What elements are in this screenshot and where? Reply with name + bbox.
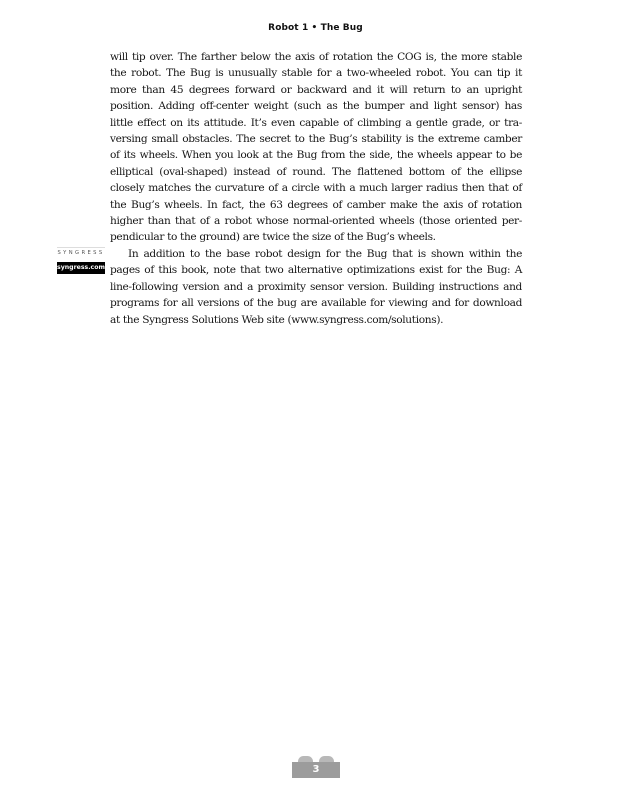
paragraph-1: will tip over. The farther below the axis of rotation the COG is, the more stable the robot. The Bug is unusually stable for a two-wheeled robot. You can tip it more than 45 degrees forward or backward and it will return to an upright position. Adding off-center weight (such as the bumper and light sensor) has little effect on its attitude. It’s even capable of climbing a gentle grade, or tra-versing small obstacles. The secret to the Bug’s stability is the extreme camber of its wheels. When you look at the Bug from the side, the wheels appear to be elliptical (oval-shaped) instead of round. The flattened bottom of the ellipse closely matches the curvature of a circle with a much larger radius then that of the Bug’s wheels. In fact, the 63 degrees of camber make the axis of rotation higher than that of a robot whose normal-oriented wheels (those oriented per-pendicular to the ground) are twice the size of the Bug’s wheels. [110,51,522,244]
syngress-url-label: syngress.com [57,262,105,274]
syngress-wordmark: SYNGRESS [57,247,105,259]
page-number: 3 [292,762,340,778]
running-header: Robot 1 • The Bug [268,23,363,33]
page-number-brick [292,756,340,778]
body-text [110,49,522,328]
paragraph-2: In addition to the base robot design for the Bug that is shown within the pages of this book, note that two alternative optimizations exist for the Bug: A line-following version and a proximity sensor version. Building instructions and programs for all versions of the bug are available for viewing and for download at the Syngress Solutions Web site (www.syngress.com/solutions). [110,247,522,326]
syngress-badge [57,247,105,274]
